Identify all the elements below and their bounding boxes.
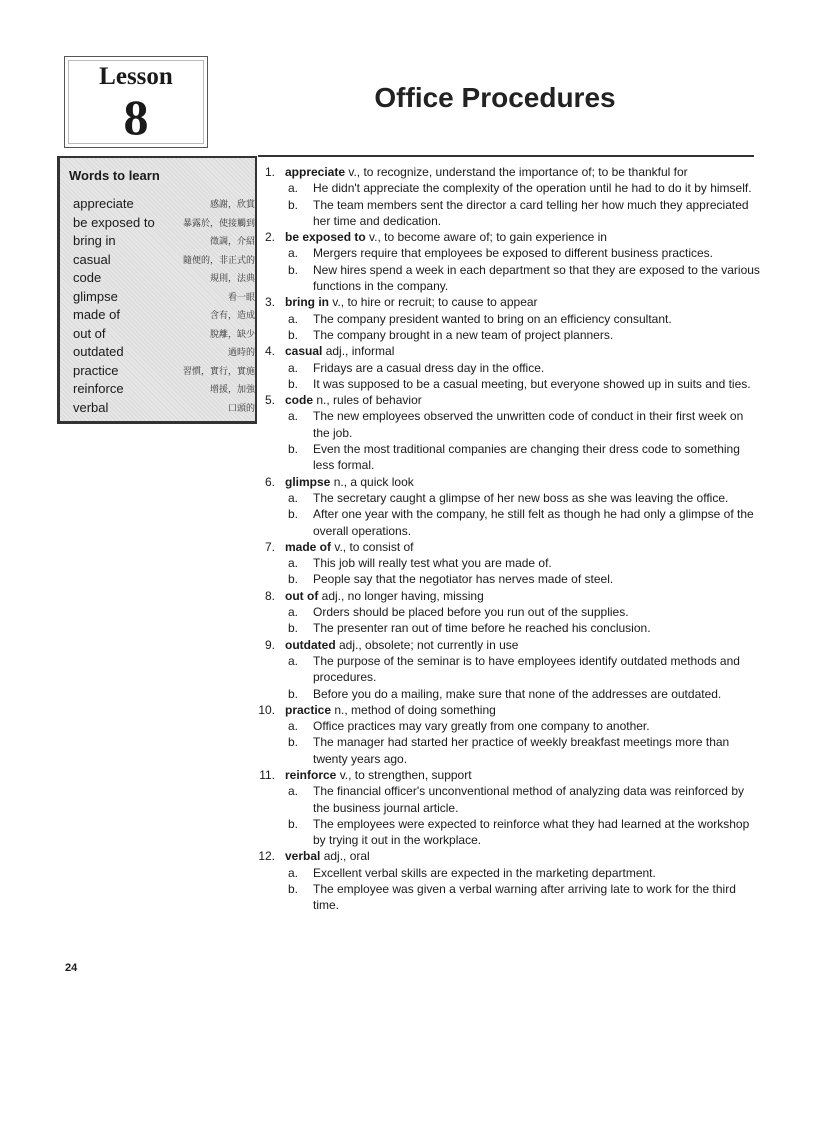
entry-number: 6. (264, 474, 275, 489)
example-sentence (230, 262, 760, 295)
example-sentence (230, 881, 760, 914)
word-english: be exposed to (73, 214, 155, 230)
word-chinese: 過時的 (227, 347, 255, 357)
word-chinese: 增援，加強 (209, 384, 255, 394)
entry-term: reinforce (285, 767, 337, 782)
lesson-number: 8 (123, 89, 149, 145)
word-list-item (73, 288, 255, 307)
word-english: practice (73, 362, 119, 378)
example-letter: a. (288, 409, 299, 424)
example-letter: b. (288, 882, 299, 897)
example-text: He didn't appreciate the complexity of the operation until he had to do it by himself. (313, 181, 752, 196)
example-letter: b. (288, 327, 299, 342)
entry-headline (230, 767, 760, 783)
word-chinese: 習慣，實行，實施 (182, 365, 255, 376)
entry-number: 9. (264, 637, 275, 652)
example-letter: b. (288, 197, 299, 212)
example-sentence (230, 408, 760, 441)
entry-headline (230, 343, 760, 359)
example-sentence (230, 816, 760, 849)
entry-definition: v., to become aware of; to gain experience in (365, 230, 607, 245)
example-text: The purpose of the seminar is to have employees identify outdated methods and procedures. (313, 653, 740, 685)
example-text: People say that the negotiator has nerves made of steel. (313, 572, 614, 587)
entry-term: casual (285, 344, 323, 359)
example-text: The team members sent the director a card telling her how much they appreciated her time and dedication. (313, 197, 749, 228)
word-english: outdated (73, 344, 124, 359)
word-list-item (73, 251, 255, 270)
example-letter: b. (288, 507, 299, 522)
example-sentence (230, 734, 760, 767)
example-text: The company brought in a new team of project planners. (313, 327, 614, 342)
example-sentence (230, 620, 760, 636)
example-text: The employees were expected to reinforce what they had learned at the workshop by trying it out in the workplace. (313, 816, 750, 848)
entry-headline (230, 588, 760, 604)
entry-headline (230, 539, 760, 555)
example-sentence (230, 571, 760, 587)
word-list-item (73, 343, 255, 362)
word-chinese: 規則，法典 (209, 273, 255, 283)
example-text: The presenter ran out of time before he reached his conclusion. (313, 621, 651, 636)
entry-definition: v., to recognize, understand the importance of; to be thankful for (345, 165, 688, 179)
entry-number: 4. (264, 344, 275, 359)
entry-number: 3. (264, 295, 275, 310)
entry-term: made of (285, 539, 332, 554)
example-text: New hires spend a week in each department so that they are exposed to the various functions in the company. (313, 262, 760, 294)
vocab-entry (227, 343, 760, 392)
word-chinese: 徵調，介紹 (209, 236, 255, 246)
word-english: made of (73, 307, 120, 322)
word-list-item (73, 306, 255, 325)
entry-term: out of (285, 588, 319, 603)
example-letter: a. (288, 605, 299, 620)
example-letter: b. (288, 816, 299, 831)
example-text: After one year with the company, he still felt as though he had only a glimpse of the overall operations. (313, 507, 754, 538)
example-text: Office practices may vary greatly from one company to another. (313, 719, 650, 734)
example-letter: a. (288, 181, 299, 196)
word-chinese: 含有，造成 (209, 310, 255, 320)
entry-headline (230, 164, 760, 180)
vocab-entry (230, 229, 760, 294)
entry-term: outdated (285, 637, 336, 652)
example-sentence (230, 506, 760, 539)
entry-term: appreciate (285, 165, 346, 179)
example-letter: a. (288, 556, 299, 571)
example-letter: a. (288, 784, 299, 799)
example-letter: b. (288, 376, 299, 391)
entry-headline (230, 474, 760, 490)
example-text: The manager had started her practice of weekly breakfast meetings more than twenty years ago. (313, 735, 730, 766)
entry-headline (230, 848, 760, 864)
entry-headline (230, 229, 760, 245)
vocab-entry (230, 702, 760, 767)
sidebar-heading: Words to learn (69, 168, 160, 183)
example-sentence (230, 865, 760, 881)
entry-term: practice (285, 702, 332, 717)
vocab-entry (230, 164, 760, 229)
example-text: The financial officer's unconventional method of analyzing data was reinforced by the business journal article. (313, 784, 744, 815)
entry-term: glimpse (285, 474, 331, 489)
title-rule (258, 155, 754, 157)
example-text: The company president wanted to bring on an efficiency consultant. (313, 311, 672, 326)
entry-number: 5. (264, 393, 275, 408)
entry-term: verbal (285, 849, 321, 864)
word-english: out of (73, 325, 106, 341)
vocab-entry (230, 294, 760, 343)
example-text: The employee was given a verbal warning after arriving late to work for the third time. (313, 882, 736, 913)
word-english: reinforce (73, 381, 124, 396)
word-list-item (73, 399, 255, 418)
entry-number: 11. (259, 767, 275, 782)
entry-number: 1. (264, 165, 275, 179)
vocab-entry (227, 392, 760, 473)
example-sentence (230, 653, 760, 686)
example-sentence (230, 327, 760, 343)
example-sentence (230, 311, 760, 327)
word-list-item (73, 269, 255, 288)
example-sentence (230, 180, 760, 196)
word-list (73, 195, 255, 417)
word-english: verbal (73, 399, 109, 415)
word-chinese: 口頭的 (227, 402, 255, 413)
entry-definition: n., rules of behavior (313, 393, 422, 408)
entry-term: be exposed to (285, 230, 366, 245)
example-sentence (230, 376, 760, 392)
entry-term: code (285, 393, 314, 408)
entry-definition: n., a quick look (330, 474, 414, 489)
entry-number: 8. (264, 588, 275, 603)
example-sentence (230, 604, 760, 620)
lesson-badge (64, 56, 208, 148)
entry-number: 7. (264, 539, 275, 554)
example-letter: b. (288, 686, 299, 701)
word-list-item (73, 232, 255, 251)
word-chinese: 脫離，缺少 (209, 328, 255, 339)
word-list-item (73, 362, 255, 381)
entry-definition: v., to strengthen, support (336, 767, 472, 782)
example-sentence (230, 245, 760, 261)
example-sentence (230, 441, 760, 474)
example-text: Before you do a mailing, make sure that none of the addresses are outdated. (313, 686, 722, 701)
entry-number: 2. (264, 230, 275, 245)
example-sentence (230, 360, 760, 376)
vocab-entry (230, 767, 760, 848)
vocab-entry (230, 848, 760, 913)
example-letter: b. (288, 572, 299, 587)
example-letter: b. (288, 262, 299, 277)
entry-definition: adj., obsolete; not currently in use (335, 637, 519, 652)
words-to-learn-sidebar (57, 156, 257, 424)
example-letter: a. (288, 490, 299, 505)
example-letter: a. (288, 719, 299, 734)
example-sentence (230, 718, 760, 734)
example-letter: a. (288, 246, 299, 261)
entry-headline (230, 637, 760, 653)
word-chinese: 暴露於，使接觸到 (182, 217, 255, 228)
entry-definition: adj., no longer having, missing (318, 588, 484, 603)
example-letter: a. (288, 360, 299, 375)
example-text: The new employees observed the unwritten code of conduct in their first week on the job. (313, 409, 744, 440)
entry-definition: adj., informal (322, 344, 395, 359)
example-text: Fridays are a casual dress day in the office. (313, 360, 545, 375)
page-number: 24 (65, 962, 78, 974)
entry-term: bring in (285, 295, 329, 310)
vocab-entry (230, 637, 760, 702)
word-chinese: 隨便的，非正式的 (182, 254, 255, 265)
example-letter: a. (288, 653, 299, 668)
word-chinese: 感謝，欣賞 (209, 199, 255, 209)
example-text: This job will really test what you are made of. (313, 556, 552, 571)
entry-headline (230, 392, 760, 408)
entry-headline (230, 702, 760, 718)
example-text: It was supposed to be a casual meeting, but everyone showed up in suits and ties. (313, 376, 751, 391)
word-list-item (73, 325, 255, 344)
example-letter: b. (288, 442, 299, 457)
word-english: appreciate (73, 196, 134, 211)
example-sentence (230, 783, 760, 816)
entry-definition: n., method of doing something (331, 702, 496, 717)
example-text: Mergers require that employees be exposed to different business practices. (313, 246, 713, 261)
example-text: Even the most traditional companies are changing their dress code to something less formal. (313, 442, 740, 473)
entry-definition: v., to hire or recruit; to cause to appear (329, 295, 538, 310)
word-chinese: 看一眼 (227, 291, 255, 302)
example-letter: a. (288, 865, 299, 880)
word-english: glimpse (73, 288, 118, 304)
example-text: Excellent verbal skills are expected in the marketing department. (313, 865, 656, 880)
vocab-entry (230, 474, 760, 539)
word-list-item (73, 195, 255, 214)
entry-definition: v., to consist of (331, 539, 414, 554)
word-english: bring in (73, 233, 116, 248)
entry-number: 12. (258, 849, 275, 864)
example-letter: b. (288, 735, 299, 750)
example-sentence (230, 686, 760, 702)
word-list-item (73, 380, 255, 399)
vocabulary-entries (227, 164, 760, 914)
vocab-entry (230, 539, 760, 588)
word-english: casual (73, 251, 111, 267)
example-sentence (230, 490, 760, 506)
example-text: The secretary caught a glimpse of her new boss as she was leaving the office. (313, 490, 729, 505)
page-title: Office Procedures (374, 82, 616, 113)
entry-headline (230, 294, 760, 310)
entry-definition: adj., oral (320, 849, 370, 864)
vocab-entry (230, 588, 760, 637)
word-english: code (73, 270, 102, 285)
entry-number: 10. (258, 702, 275, 717)
example-sentence (230, 197, 760, 230)
word-list-item (73, 214, 255, 233)
lesson-label: Lesson (99, 63, 173, 90)
example-sentence (230, 555, 760, 571)
example-letter: a. (288, 311, 299, 326)
example-text: Orders should be placed before you run out of the supplies. (313, 605, 629, 620)
example-letter: b. (288, 621, 299, 636)
